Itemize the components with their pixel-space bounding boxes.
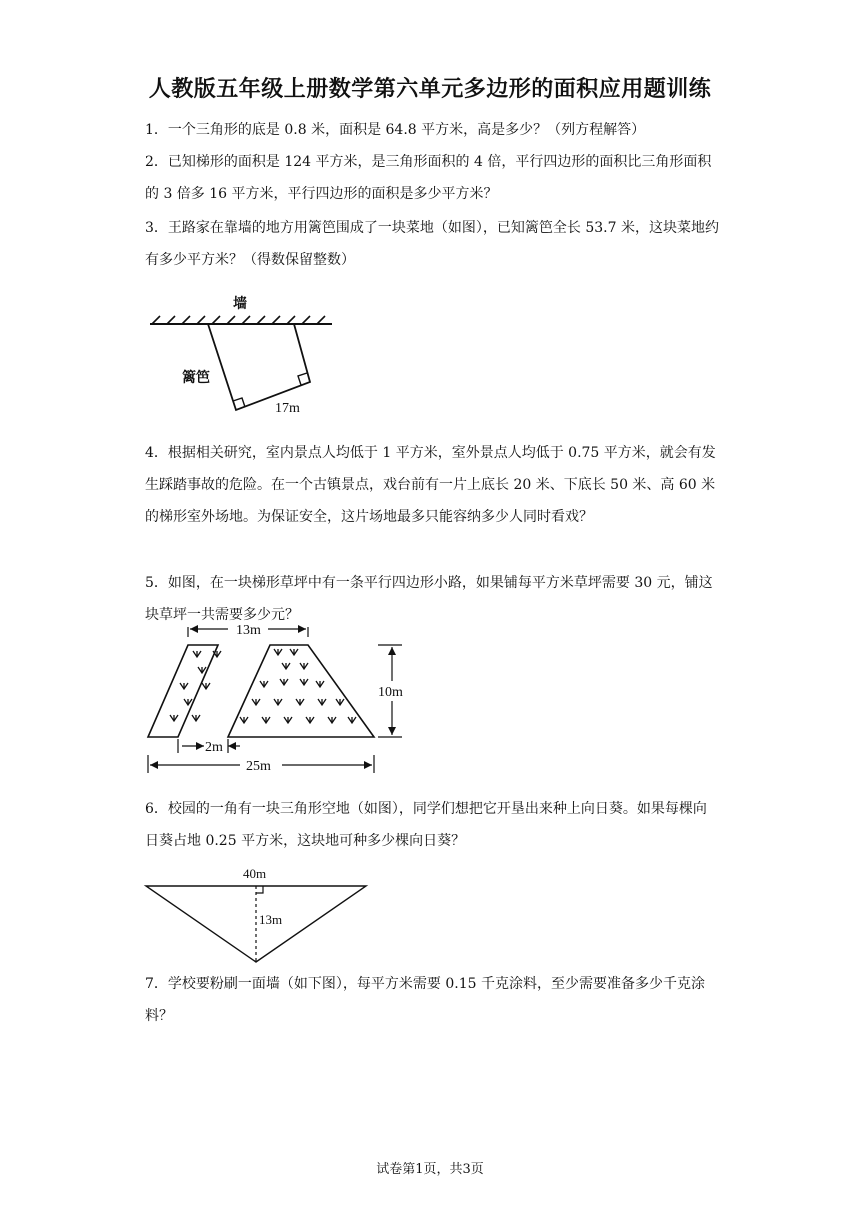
- bottom-base-label: 25m: [246, 759, 271, 774]
- figure-trapezoid-lawn: [140, 615, 410, 780]
- question-1: 1．一个三角形的底是 0.8 米，面积是 64.8 平方米，高是多少？（列方程解答）: [145, 122, 646, 138]
- question-7: 7．学校要粉刷一面墙（如下图），每平方米需要 0.15 千克涂料，至少需要准备多少千克涂料？: [145, 976, 705, 1024]
- page-footer: 试卷第1页，共3页: [376, 1162, 484, 1177]
- side-length-label: 17m: [275, 401, 300, 416]
- question-5: 5．如图，在一块梯形草坪中有一条平行四边形小路，如果铺每平方米草坪需要 30 元，铺这块草坪一共需要多少元？: [145, 575, 713, 623]
- question-6: 6．校园的一角有一块三角形空地（如图），同学们想把它开垦出来种上向日葵。如果每棵向日葵占地 0.25 平方米，这块地可种多少棵向日葵？: [145, 801, 707, 849]
- height-label: 13m: [259, 912, 283, 927]
- base-label: 40m: [243, 866, 267, 881]
- height-label: 10m: [378, 685, 403, 700]
- question-3: 3．王路家在靠墙的地方用篱笆围成了一块菜地（如图），已知篱笆全长 53.7 米，这块菜地约有多少平方米？（得数保留整数）: [145, 220, 719, 268]
- top-base-label: 13m: [236, 623, 261, 638]
- gap-label: 2m: [205, 740, 223, 755]
- question-2: 2．已知梯形的面积是 124 平方米，是三角形面积的 4 倍，平行四边形的面积比三角形面积的 3 倍多 16 平方米，平行四边形的面积是多少平方米？: [145, 154, 712, 202]
- page-title: 人教版五年级上册数学第六单元多边形的面积应用题训练: [148, 76, 712, 102]
- figure-fence-garden: [140, 290, 340, 420]
- question-4: 4．根据相关研究，室内景点人均低于 1 平方米，室外景点人均低于 0.75 平方米，就会有发生踩踏事故的危险。在一个古镇景点，戏台前有一片上底长 20 米、下底长 50 米、高 60 米的梯形室外场地。为保证安全，这片场地最多只能容纳多少人同时看戏？: [145, 445, 716, 525]
- figure-triangle-plot: [140, 862, 380, 972]
- fence-label: 篱笆: [182, 371, 210, 386]
- wall-label: 墙: [233, 297, 247, 312]
